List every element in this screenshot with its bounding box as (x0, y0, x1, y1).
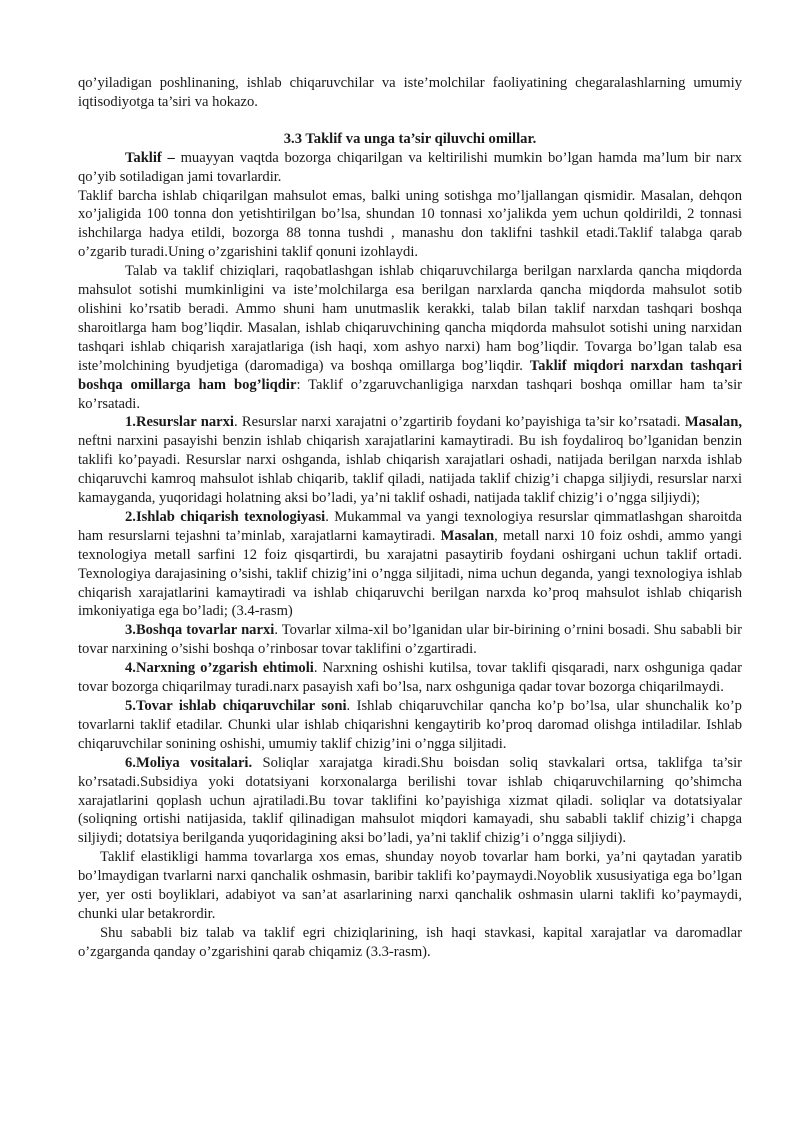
elastic-paragraph: Taklif elastikligi hamma tovarlarga xos emas, shunday noyob tovarlar ham borki, ya’ni qaytadan yaratib bo’lmaydigan tvarlarni narxi qanchalik oshmasin, baribir taklifi ko’paymaydi.Noyoblik xususiyatiga ega bo’lgan yer, yer osti boyliklari, adabiyot va san’at asarlarining narxi qanchalik oshmasin ularni taklifi ko’paymaydi, chunki ular betakrordir. (78, 849, 742, 922)
factor-paragraph-3 (78, 621, 742, 659)
talab-bold: Taklif miqdori narxdan tashqari boshqa omillarga ham bog’liqdir (78, 357, 743, 393)
talab-tail: : Taklif o’zgaruvchanligiga narxdan tashqari boshqa omillar ham ta’sir ko’rsatadi. (78, 376, 742, 412)
factor-bold: Masalan, (684, 414, 742, 431)
factor-title: 4.Narxning o’zgarish ehtimoli (125, 660, 314, 677)
intro-paragraph: qo’yiladigan poshlinaning, ishlab chiqaruvchilar va iste’molchilar faoliyatining chegaralashlarning umumiy iqtisodiyotga ta’siri va hokazo. (78, 75, 742, 110)
explain-paragraph: Taklif barcha ishlab chiqarilgan mahsulot emas, balki uning sotishga mo’ljallangan qismidir. Masalan, dehqon xo’jaligida 100 tonna don yetishtirilgan bo’lsa, shundan 10 tonnasi xo’jalikda yem uchun qoldirildi, 2 tonnasi ishchilarga hadya etildi, bozorga 88 tonna tushdi , manashu don taklifni tashkil etadi.Taklif talabga qarab o’zgarib turadi.Uning o’zgarishini taklif qonuni izohlaydi. (78, 187, 742, 261)
factor-title: 3.Boshqa tovarlar narxi (125, 622, 275, 639)
factor-paragraph-1 (78, 413, 742, 508)
definition-paragraph (78, 149, 742, 187)
section-title: 3.3 Taklif va unga ta’sir qiluvchi omillar. (283, 130, 537, 147)
factor-text: . Tovarlar xilma-xil bo’lganidan ular bir-birining o’rnini bosadi. Shu sababli bir tovar narxining o’sishi boshqa o’rinbosar tovar taklifini o’zgartiradi. (78, 622, 742, 658)
factor-title: 5.Tovar ishlab chiqaruvchilar soni (125, 698, 347, 714)
factor-title: 2.Ishlab chiqarish texnologiyasi (125, 508, 326, 525)
definition-term: Taklif – (125, 149, 175, 166)
factor-text: . Resurslar narxi xarajatni o’zgartirib foydani ko’payishiga ta’sir ko’rsatadi. (233, 414, 685, 431)
definition-text: muayyan vaqtda bozorga chiqarilgan va keltirilishi mumkin bo’lgan hamda ma’lum bir narx qo’yib sotiladigan jami tovarlardir. (78, 149, 742, 185)
factor-text: . Narxning oshishi kutilsa, tovar taklifi qisqaradi, narx oshguniga qadar tovar bozorga chiqarilmay turadi.narx pasayish xafi bo’lsa, narx oshguniga qadar tovar bozorga chiqarilmaydi. (78, 660, 742, 696)
factor-title: 1.Resurslar narxi (125, 414, 234, 431)
talab-paragraph (78, 262, 742, 413)
final-paragraph: Shu sababli biz talab va taklif egri chiziqlarining, ish haqi stavkasi, kapital xarajatlar va daromadlar o’zgarganda qanday o’zgarishini qarab chiqamiz (3.3-rasm). (78, 924, 742, 960)
factor-bold: Masalan (440, 527, 495, 544)
factor-paragraph-4 (78, 659, 742, 697)
factor-paragraph-6 (78, 754, 742, 849)
factor-text-2: , metall narxi 10 foiz oshdi, ammo yangi texnologiya metall sarfini 12 foiz qisqartirdi, bu xarajatni pasaytirib foydani oshirgani uchun taklif ortadi. Texnologiya darajasining o’sishi, taklif chizig’ini o’ngga siljitadi, nima uchun deganda, yangi texnologiya ishlab chiqarish xarajatlarini kamaytiradi va ishlab chiqaruvchi berilgan narxda ko’proq mahsulot ishlab chiqarish imkoniyatiga ega bo’ladi; (3.4-rasm) (78, 527, 742, 620)
factor-text: . Ishlab chiqaruvchilar qancha ko’p bo’lsa, ular shunchalik ko’p tovarlarni taklif etadilar. Chunki ular ishlab chiqarishni kengaytirib ko’proq daromad olishga intiladilar. Ishlab chiqaruvchilar sonining oshishi, umumiy taklif chizig’ini o’ngga siljitadi. (78, 698, 742, 752)
factor-text-2: neftni narxini pasayishi benzin ishlab chiqarish xarajatlarini kamaytiradi. Bu ish foydaliroq bo’lganidan benzin taklifi ko’payadi. Resurslar narxi oshganda, ishlab chiqarish xarajatlari oshadi, natijada berilgan narxda ishlab chiqaruvchi kamroq mahsulot ishlab chiqarib, taklif qiladi, natijada taklif chizig’i chapga siljiydi, resurslar narxi kamayganda, yuqoridagi holatning aksi bo’ladi, ya’ni taklif oshadi, natijada taklif chizig’i o’ngga siljiydi); (78, 433, 742, 507)
factor-title: 6.Moliya vositalari. (125, 754, 253, 771)
talab-text: Talab va taklif chiziqlari, raqobatlashgan ishlab chiqaruvchilarga berilgan narxlarda qancha miqdorda mahsulot sotishi mumkinligini va iste’molchilarga esa berilgan narxlarda qancha miqdorda mahsulot sotib olishini ko’rsatib beradi. Ammo shuni ham unutmaslik kerakki, talab bilan taklif narxdan tashqari boshqa sharoitlarga ham bog’liqdir. Masalan, ishlab chiqaruvchining qancha miqdorda mahsulot sotishi uning narxidan tashqari ishlab chiqarish xarajatlariga (ish haqi, xom ashyo narxi) ham bog’liqdir. Tovarga bo’lgan talab esa iste’molchining byudjetiga (daromadiga) va boshqa omillarga bog’liqdir. (78, 263, 742, 374)
factor-paragraph-5 (78, 697, 742, 754)
factor-paragraph-2 (78, 508, 742, 621)
factor-text: . Mukammal va yangi texnologiya resurslar qimmatlashgan sharoitda ham resurslarni tejashni ta’minlab, xarajatlarni kamaytiradi. (78, 508, 742, 544)
factor-text: Soliqlar xarajatga kiradi.Shu boisdan soliq stavkalari ortsa, taklifga ta’sir ko’rsatadi.Subsidiya yoki dotatsiyani korxonalarga berilishi tovar ishlab chiqaruvchilarning qo’shimcha xarajatlarini qoplash uchun ajratiladi.Bu tovar taklifini ko’payishiga xizmat qiladi. soliqlar va dotatsiyalar (soliqning ortishi natijasida, taklif qilinadigan mahsulot miqdori kamayadi, shu sababli taklif chizig’i chapga siljiydi; dotatsiya berilganda yuqoridagining aksi bo’ladi, ya’ni taklif chizig’i o’ngga siljiydi). (78, 754, 742, 847)
